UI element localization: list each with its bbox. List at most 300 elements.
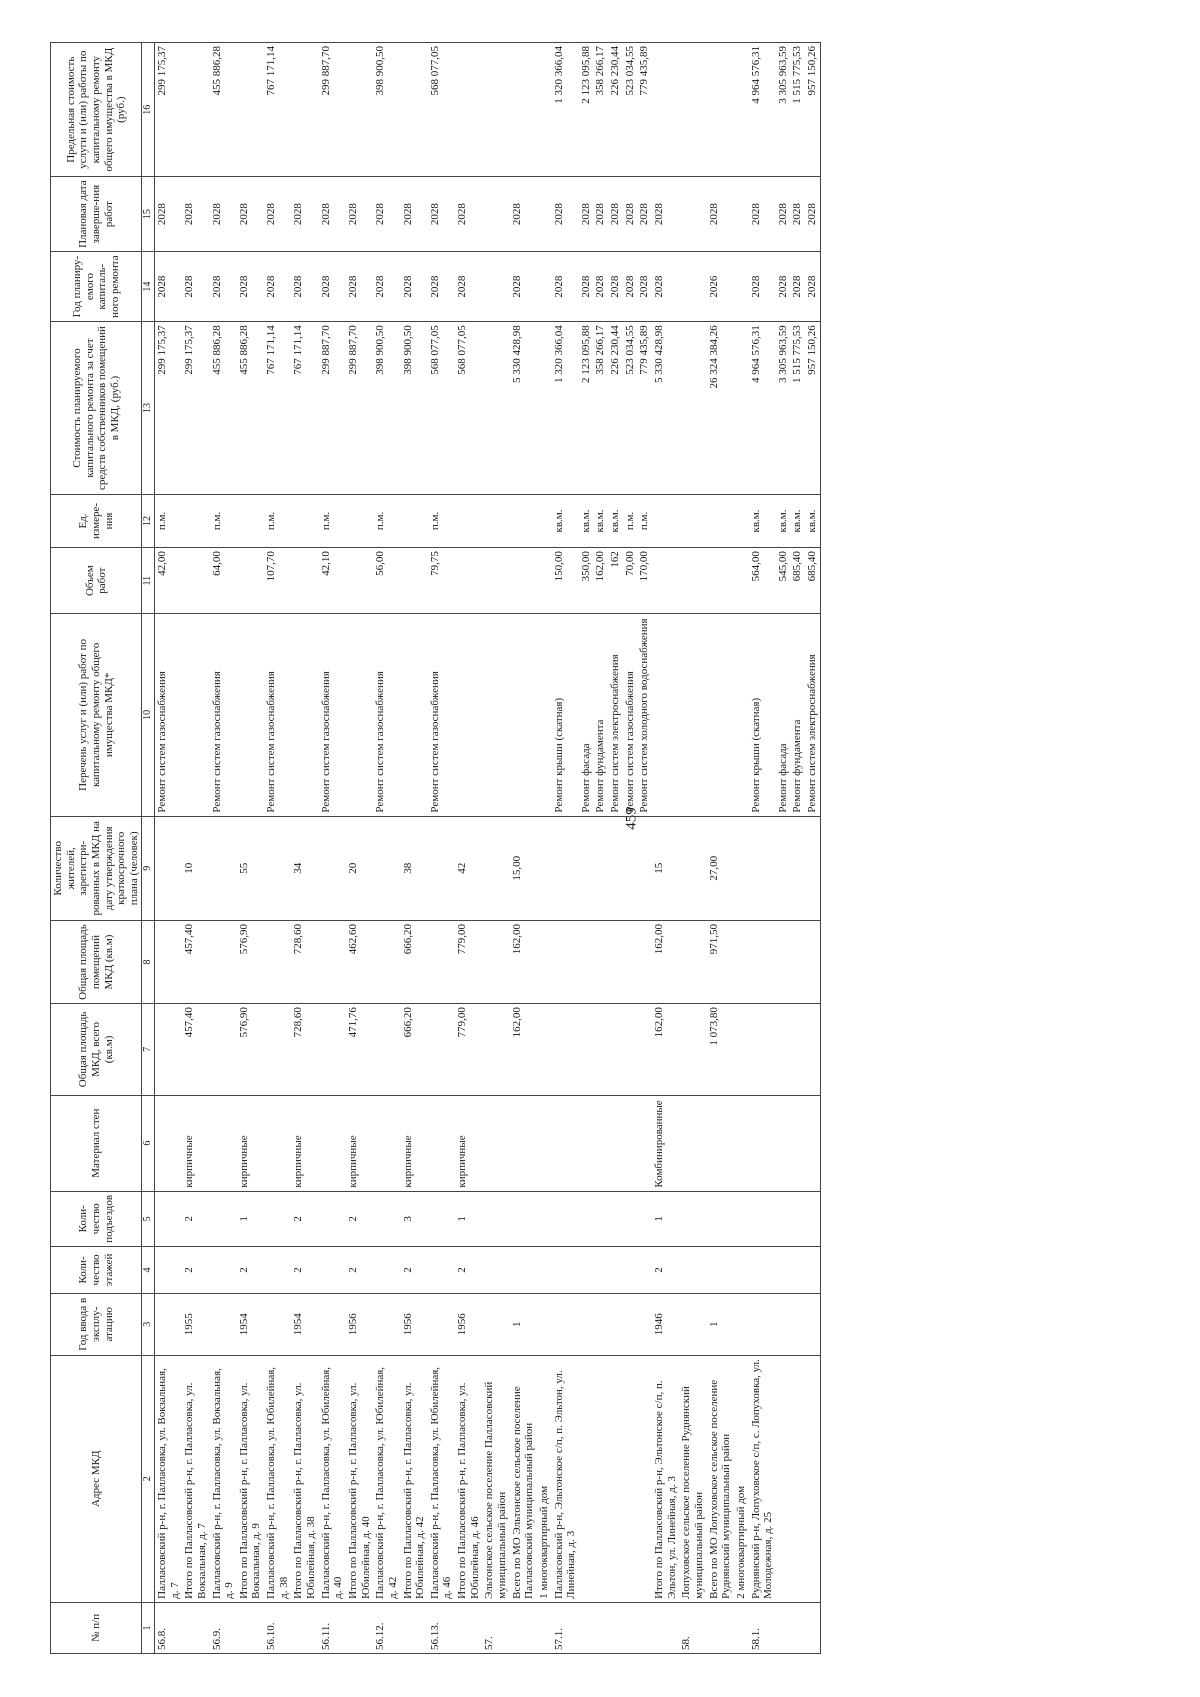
- table-cell: [537, 548, 552, 614]
- table-cell: 2: [182, 1247, 209, 1294]
- table-cell: [734, 251, 749, 321]
- table-cell: 56.12.: [373, 1602, 400, 1653]
- table-cell: [623, 1355, 638, 1602]
- table-cell: 1: [455, 1191, 482, 1246]
- table-cell: 2026: [707, 251, 734, 321]
- table-cell: [373, 816, 400, 920]
- column-number: 1: [142, 1602, 155, 1653]
- table-cell: 666,20: [401, 1004, 428, 1096]
- table-cell: [537, 251, 552, 321]
- column-header: № п/п: [51, 1602, 142, 1653]
- table-cell: [776, 921, 791, 1004]
- table-cell: [552, 1004, 579, 1096]
- table-cell: [537, 177, 552, 252]
- table-cell: [637, 1095, 652, 1191]
- table-cell: 398 900,50: [401, 322, 428, 495]
- table-cell: [482, 548, 509, 614]
- table-cell: 2 123 095,88: [579, 322, 594, 495]
- table-cell: Ремонт систем электроснабжения: [608, 614, 623, 816]
- table-cell: 1 515 775,53: [790, 43, 805, 177]
- table-cell: [623, 1191, 638, 1246]
- table-cell: Палласовский р-н, г. Палласовка, ул. Юбилейная, д. 40: [319, 1355, 346, 1602]
- table-cell: 2: [182, 1191, 209, 1246]
- table-cell: [679, 322, 706, 495]
- table-cell: [734, 322, 749, 495]
- table-cell: [264, 1191, 291, 1246]
- column-number: 11: [142, 548, 155, 614]
- table-cell: [455, 1602, 482, 1653]
- column-header: Количество жителей, зарегистри-рованных в МКД на дату утверждения краткосрочного плана (человек): [51, 816, 142, 920]
- table-cell: Палласовский р-н, г. Палласовка, ул. Юбилейная, д. 38: [264, 1355, 291, 1602]
- table-cell: [776, 1293, 791, 1355]
- table-cell: 42,00: [154, 548, 182, 614]
- table-cell: [593, 921, 608, 1004]
- table-cell: 568 077,05: [455, 322, 482, 495]
- table-cell: [319, 1095, 346, 1191]
- table-cell: 2028: [510, 251, 537, 321]
- table-cell: [482, 921, 509, 1004]
- table-cell: кирпичные: [237, 1095, 264, 1191]
- table-cell: [608, 1355, 623, 1602]
- table-cell: [264, 1004, 291, 1096]
- table-cell: Итого по Палласовский р-н, г. Палласовка, ул. Юбилейная, д. 42: [401, 1355, 428, 1602]
- table-cell: п.м.: [373, 494, 400, 547]
- table-cell: [482, 1095, 509, 1191]
- table-cell: [776, 1247, 791, 1294]
- table-cell: Эльтонское сельское поселение Палласовский муниципальный район: [482, 1355, 509, 1602]
- table-cell: 2028: [579, 251, 594, 321]
- table-cell: 226 230,44: [608, 43, 623, 177]
- table-cell: [679, 548, 706, 614]
- table-cell: [237, 614, 264, 816]
- table-cell: [790, 921, 805, 1004]
- table-cell: 358 266,17: [593, 322, 608, 495]
- table-row: [264, 43, 291, 1654]
- table-cell: [579, 816, 594, 920]
- table-cell: [776, 1004, 791, 1096]
- table-cell: 2028: [510, 177, 537, 252]
- table-cell: [455, 614, 482, 816]
- table-cell: Ремонт систем газоснабжения: [210, 614, 237, 816]
- table-cell: [734, 1191, 749, 1246]
- table-cell: [608, 1602, 623, 1653]
- table-cell: 2028: [805, 251, 820, 321]
- table-cell: [623, 921, 638, 1004]
- table-row: [401, 43, 428, 1654]
- table-cell: Всего по МО Лопуховское сельское поселение Руднянский муниципальный район: [707, 1355, 734, 1602]
- table-cell: 299 175,37: [154, 43, 182, 177]
- table-cell: 57.1.: [552, 1602, 579, 1653]
- table-cell: кирпичные: [401, 1095, 428, 1191]
- table-cell: [679, 177, 706, 252]
- table-cell: 4 964 576,31: [749, 43, 776, 177]
- table-cell: [707, 548, 734, 614]
- table-cell: [579, 1004, 594, 1096]
- table-row: [346, 43, 373, 1654]
- table-cell: [805, 1191, 820, 1246]
- table-cell: [154, 1247, 182, 1294]
- table-cell: 1954: [291, 1293, 318, 1355]
- table-cell: Ремонт систем газоснабжения: [154, 614, 182, 816]
- table-cell: 2028: [264, 177, 291, 252]
- table-cell: [679, 1293, 706, 1355]
- table-cell: Ремонт систем газоснабжения: [264, 614, 291, 816]
- table-cell: кв.м.: [608, 494, 623, 547]
- table-cell: [749, 1293, 776, 1355]
- column-number: 2: [142, 1355, 155, 1602]
- table-cell: 55: [237, 816, 264, 920]
- table-cell: [579, 1602, 594, 1653]
- table-cell: [734, 43, 749, 177]
- table-cell: 568 077,05: [428, 322, 455, 495]
- table-cell: [373, 1095, 400, 1191]
- table-cell: 2028: [291, 251, 318, 321]
- table-cell: [734, 816, 749, 920]
- table-cell: 56.11.: [319, 1602, 346, 1653]
- table-cell: 457,40: [182, 921, 209, 1004]
- table-cell: [210, 1293, 237, 1355]
- table-cell: [776, 1602, 791, 1653]
- table-cell: 2: [291, 1247, 318, 1294]
- table-cell: 2028: [182, 251, 209, 321]
- table-cell: 15: [652, 816, 679, 920]
- table-cell: [593, 1191, 608, 1246]
- table-cell: 576,90: [237, 1004, 264, 1096]
- table-cell: 971,50: [707, 921, 734, 1004]
- table-cell: Палласовский р-н, г. Палласовка, ул. Вокзальная, д. 7: [154, 1355, 182, 1602]
- table-cell: Ремонт систем газоснабжения: [428, 614, 455, 816]
- table-cell: 462,60: [346, 921, 373, 1004]
- table-cell: 27,00: [707, 816, 734, 920]
- table-cell: 2: [652, 1247, 679, 1294]
- table-row: [707, 43, 734, 1654]
- table-cell: 2028: [237, 177, 264, 252]
- table-cell: [637, 1191, 652, 1246]
- table-row: [637, 43, 652, 1654]
- table-cell: [679, 1247, 706, 1294]
- table-cell: [237, 494, 264, 547]
- table-cell: 564,00: [749, 548, 776, 614]
- table-cell: [264, 816, 291, 920]
- table-cell: [210, 921, 237, 1004]
- table-cell: Комбинированные: [652, 1095, 679, 1191]
- column-header: Стоимость планируемого капитального ремонта за счет средств собственников помещений в МКД, (руб.): [51, 322, 142, 495]
- table-cell: [679, 614, 706, 816]
- table-cell: 2028: [623, 251, 638, 321]
- table-cell: [805, 1095, 820, 1191]
- table-cell: 2028: [346, 251, 373, 321]
- table-cell: [734, 1095, 749, 1191]
- table-cell: 2: [401, 1247, 428, 1294]
- table-cell: кирпичные: [182, 1095, 209, 1191]
- table-cell: [749, 1004, 776, 1096]
- table-cell: 56.9.: [210, 1602, 237, 1653]
- table-cell: 2028: [428, 177, 455, 252]
- table-cell: [552, 1247, 579, 1294]
- table-cell: [749, 1191, 776, 1246]
- table-cell: 398 900,50: [373, 322, 400, 495]
- table-cell: [579, 1355, 594, 1602]
- table-cell: [734, 548, 749, 614]
- table-cell: 398 900,50: [373, 43, 400, 177]
- table-cell: Ремонт крыши (скатная): [749, 614, 776, 816]
- table-cell: п.м.: [319, 494, 346, 547]
- column-number: 12: [142, 494, 155, 547]
- table-cell: [373, 1247, 400, 1294]
- table-cell: 1955: [182, 1293, 209, 1355]
- table-cell: [734, 614, 749, 816]
- table-row: [652, 43, 679, 1654]
- table-cell: 2028: [210, 177, 237, 252]
- table-cell: [428, 1247, 455, 1294]
- table-cell: 226 230,44: [608, 322, 623, 495]
- table-cell: 455 886,28: [210, 43, 237, 177]
- column-header: Общая площадь помещений МКД (кв.м): [51, 921, 142, 1004]
- table-cell: [805, 1247, 820, 1294]
- table-cell: [537, 1095, 552, 1191]
- table-cell: [291, 43, 318, 177]
- table-cell: [537, 816, 552, 920]
- table-cell: 162,00: [510, 1004, 537, 1096]
- column-number: 13: [142, 322, 155, 495]
- table-cell: 457,40: [182, 1004, 209, 1096]
- table-cell: Ремонт фундамента: [790, 614, 805, 816]
- table-cell: 2028: [637, 251, 652, 321]
- table-cell: [579, 921, 594, 1004]
- table-row: [182, 43, 209, 1654]
- table-cell: 2028: [652, 177, 679, 252]
- table-cell: 2028: [593, 251, 608, 321]
- table-cell: [707, 1602, 734, 1653]
- table-cell: [679, 494, 706, 547]
- table-cell: кв.м.: [805, 494, 820, 547]
- table-cell: Ремонт фасада: [776, 614, 791, 816]
- table-cell: п.м.: [154, 494, 182, 547]
- table-cell: 767 171,14: [291, 322, 318, 495]
- table-cell: 2028: [652, 251, 679, 321]
- table-cell: 358 266,17: [593, 43, 608, 177]
- table-cell: [608, 1191, 623, 1246]
- table-cell: 2028: [264, 251, 291, 321]
- table-cell: [537, 1293, 552, 1355]
- table-row: [593, 43, 608, 1654]
- table-cell: [637, 921, 652, 1004]
- table-cell: 767 171,14: [264, 43, 291, 177]
- table-cell: 1954: [237, 1293, 264, 1355]
- table-cell: [291, 548, 318, 614]
- table-cell: [482, 494, 509, 547]
- table-row: [537, 43, 552, 1654]
- table-cell: Лопуховское сельское поселение Руднянский муниципальный район: [679, 1355, 706, 1602]
- table-cell: 685,40: [790, 548, 805, 614]
- table-cell: [552, 1095, 579, 1191]
- table-cell: 767 171,14: [264, 322, 291, 495]
- table-cell: 2028: [776, 251, 791, 321]
- column-number: 5: [142, 1191, 155, 1246]
- column-header: Перечень услуг и (или) работ по капитальному ремонту общего имущества МКД*: [51, 614, 142, 816]
- table-cell: [537, 43, 552, 177]
- table-cell: [264, 1247, 291, 1294]
- table-cell: 2028: [319, 177, 346, 252]
- table-cell: 1: [707, 1293, 734, 1355]
- table-cell: 471,76: [346, 1004, 373, 1096]
- table-cell: 2028: [210, 251, 237, 321]
- table-cell: [291, 614, 318, 816]
- table-cell: 2028: [401, 251, 428, 321]
- table-row: [373, 43, 400, 1654]
- table-cell: [734, 921, 749, 1004]
- table-cell: [608, 1095, 623, 1191]
- table-cell: [805, 1602, 820, 1653]
- table-cell: [482, 1004, 509, 1096]
- table-cell: 299 175,37: [182, 322, 209, 495]
- table-cell: [428, 921, 455, 1004]
- table-cell: 568 077,05: [428, 43, 455, 177]
- table-cell: [291, 494, 318, 547]
- table-cell: [510, 1191, 537, 1246]
- column-number: 7: [142, 1004, 155, 1096]
- table-cell: 2028: [552, 251, 579, 321]
- table-cell: п.м.: [637, 494, 652, 547]
- table-cell: [593, 816, 608, 920]
- table-cell: кирпичные: [291, 1095, 318, 1191]
- table-cell: [707, 43, 734, 177]
- table-cell: 2028: [291, 177, 318, 252]
- table-cell: [482, 614, 509, 816]
- table-cell: [623, 1004, 638, 1096]
- table-cell: 2028: [154, 251, 182, 321]
- table-cell: 1956: [346, 1293, 373, 1355]
- table-cell: [401, 614, 428, 816]
- table-cell: [734, 1602, 749, 1653]
- table-cell: кирпичные: [346, 1095, 373, 1191]
- table-cell: Итого по Палласовский р-н, г. Палласовка, ул. Вокзальная, д. 9: [237, 1355, 264, 1602]
- table-row: [237, 43, 264, 1654]
- table-cell: [593, 1293, 608, 1355]
- table-cell: [637, 1355, 652, 1602]
- table-cell: [210, 1095, 237, 1191]
- table-cell: [346, 614, 373, 816]
- table-cell: Палласовский р-н, г. Палласовка, ул. Юбилейная, д. 42: [373, 1355, 400, 1602]
- table-cell: Ремонт систем холодного водоснабжения: [637, 614, 652, 816]
- table-cell: 2 123 095,88: [579, 43, 594, 177]
- table-cell: 64,00: [210, 548, 237, 614]
- table-cell: 685,40: [805, 548, 820, 614]
- table-cell: [154, 1004, 182, 1096]
- table-cell: [482, 322, 509, 495]
- table-cell: [790, 1095, 805, 1191]
- table-cell: Итого по Палласовский р-н, г. Палласовка, ул. Вокзальная, д. 7: [182, 1355, 209, 1602]
- table-cell: [482, 816, 509, 920]
- table-cell: [291, 1602, 318, 1653]
- table-cell: [707, 494, 734, 547]
- table-cell: [637, 816, 652, 920]
- table-cell: [623, 816, 638, 920]
- table-cell: [790, 1191, 805, 1246]
- table-cell: 779,00: [455, 1004, 482, 1096]
- table-cell: [623, 1095, 638, 1191]
- table-cell: 3 305 963,59: [776, 43, 791, 177]
- table-cell: Ремонт крыши (скатная): [552, 614, 579, 816]
- table-cell: [593, 1095, 608, 1191]
- table-cell: [210, 1004, 237, 1096]
- table-cell: [154, 921, 182, 1004]
- table-cell: 2028: [373, 177, 400, 252]
- table-cell: [805, 816, 820, 920]
- table-row: [679, 43, 706, 1654]
- table-cell: [346, 494, 373, 547]
- table-cell: [623, 1247, 638, 1294]
- table-cell: Ремонт фасада: [579, 614, 594, 816]
- table-cell: 162,00: [510, 921, 537, 1004]
- table-cell: [401, 548, 428, 614]
- table-cell: [623, 1602, 638, 1653]
- table-cell: 2028: [707, 177, 734, 252]
- table-cell: 728,60: [291, 921, 318, 1004]
- table-cell: 1 073,80: [707, 1004, 734, 1096]
- table-cell: 2028: [319, 251, 346, 321]
- table-cell: [637, 1004, 652, 1096]
- table-cell: 2028: [608, 251, 623, 321]
- table-cell: 1 320 366,04: [552, 43, 579, 177]
- column-number: 15: [142, 177, 155, 252]
- table-row: [552, 43, 579, 1654]
- table-cell: Палласовский р-н, Эльтонское с/п, п. Эльтон, ул. Линейная, д. 3: [552, 1355, 579, 1602]
- table-cell: [679, 1095, 706, 1191]
- table-cell: [482, 1247, 509, 1294]
- table-cell: [373, 1293, 400, 1355]
- table-cell: [482, 251, 509, 321]
- table-row: [623, 43, 638, 1654]
- table-cell: 2028: [373, 251, 400, 321]
- column-number: 16: [142, 43, 155, 177]
- table-cell: 2: [346, 1191, 373, 1246]
- table-cell: [319, 816, 346, 920]
- table-cell: [455, 494, 482, 547]
- table-cell: 299 887,70: [319, 322, 346, 495]
- table-cell: 162,00: [652, 1004, 679, 1096]
- table-cell: [776, 1191, 791, 1246]
- table-cell: [679, 251, 706, 321]
- table-cell: [679, 816, 706, 920]
- table-cell: 4 964 576,31: [749, 322, 776, 495]
- table-cell: 162,00: [593, 548, 608, 614]
- table-cell: [749, 816, 776, 920]
- table-cell: [154, 1095, 182, 1191]
- table-cell: [552, 921, 579, 1004]
- table-cell: [154, 816, 182, 920]
- column-number: 3: [142, 1293, 155, 1355]
- table-cell: Ремонт фундамента: [593, 614, 608, 816]
- table-cell: [237, 548, 264, 614]
- table-cell: 2028: [790, 177, 805, 252]
- table-cell: [482, 43, 509, 177]
- table-cell: [373, 1191, 400, 1246]
- table-cell: 5 330 428,98: [510, 322, 537, 495]
- table-cell: 1 многоквартирный дом: [537, 1355, 552, 1602]
- table-row: [482, 43, 509, 1654]
- table-cell: [790, 1602, 805, 1653]
- table-cell: 779 435,89: [637, 322, 652, 495]
- table-cell: Итого по Палласовский р-н, Эльтонское с/п, п. Эльтон, ул. Линейная, д. 3: [652, 1355, 679, 1602]
- table-cell: Итого по Палласовский р-н, г. Палласовка, ул. Юбилейная, д. 38: [291, 1355, 318, 1602]
- table-cell: [552, 816, 579, 920]
- table-cell: 20: [346, 816, 373, 920]
- table-cell: 957 150,26: [805, 322, 820, 495]
- table-cell: Палласовский р-н, г. Палласовка, ул. Вокзальная, д. 9: [210, 1355, 237, 1602]
- table-cell: 2028: [749, 251, 776, 321]
- table-cell: 2028: [237, 251, 264, 321]
